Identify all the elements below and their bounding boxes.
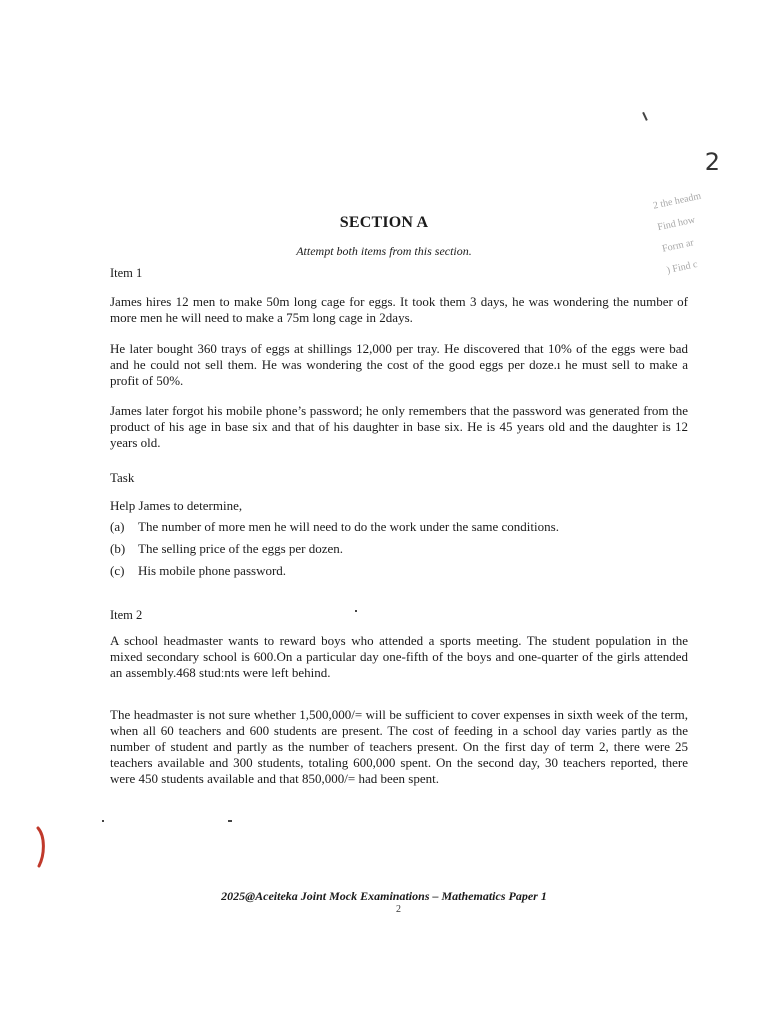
task-text: The selling price of the eggs per dozen.: [138, 541, 344, 556]
task-text: His mobile phone password.: [138, 563, 287, 578]
scan-mark: [228, 820, 232, 822]
bleed-line: 2 the headm: [652, 190, 703, 212]
task-item: [110, 519, 559, 535]
item1-heading: Item 1: [110, 266, 143, 280]
task-intro: Help James to determine,: [110, 498, 243, 513]
bleed-line: ) Find c: [665, 258, 699, 277]
task-label: (b): [110, 541, 126, 556]
item2-paragraph-2: The headmaster is not sure whether 1,500,000/= will be sufficient to cover expenses in sixth week of the term, when all 60 teachers and 600 students are present. The cost of feeding in a school day varies partly as the number of student and partly as the number of teachers present. On the first day of term 2, there were 25 teachers available and 300 students, totaling 600,000 spent. On the second day, 30 teachers reported, there were 450 students available and that 850,000/= had been spent.: [110, 707, 688, 786]
task-label: (a): [110, 519, 125, 534]
item1-paragraph-2: He later bought 360 trays of eggs at shillings 12,000 per tray. He discovered that 10% of the eggs were bad and he could not sell them. He was wondering the cost of the good eggs per doze.ı he must sell to make a profit of 50%.: [110, 341, 688, 388]
task-text: The number of more men he will need to do the work under the same conditions.: [138, 519, 559, 534]
item1-paragraph-3: James later forgot his mobile phone’s password; he only remembers that the password was generated from the product of his age in base six and that of his daughter in base six. He is 45 years old and the daughter is 12 years old.: [110, 403, 688, 450]
task-item: [110, 541, 343, 557]
item2-paragraph-1: A school headmaster wants to reward boys who attended a sports meeting. The student population in the mixed secondary school is 600.On a particular day one-fifth of the boys and one-quarter of the girls attended an assembly.468 studːnts were left behind.: [110, 633, 688, 680]
task-item: [110, 563, 286, 579]
bleed-through-text: [651, 186, 717, 282]
scan-mark: [355, 610, 357, 612]
item1-paragraph-1: James hires 12 men to make 50m long cage for eggs. It took them 3 days, he was wondering the number of more men he will need to make a 75m long cage in 2days.: [110, 294, 688, 325]
scan-mark: [642, 112, 647, 121]
red-ink-mark: [36, 826, 46, 868]
bleed-line: Form ar: [661, 237, 695, 255]
task-heading: Task: [110, 470, 135, 485]
footer-text: 2025@Aceiteka Joint Mock Examinations – Mathematics Paper 1: [221, 889, 547, 903]
section-title: SECTION A: [339, 214, 429, 231]
task-label: (c): [110, 563, 125, 578]
footer-page-number: 2: [396, 904, 401, 915]
section-instructions: Attempt both items from this section.: [296, 244, 472, 258]
bleed-line: Find how: [656, 214, 697, 234]
scan-mark: [102, 820, 104, 822]
item2-heading: Item 2: [110, 608, 143, 622]
page-number: 2: [704, 148, 720, 176]
